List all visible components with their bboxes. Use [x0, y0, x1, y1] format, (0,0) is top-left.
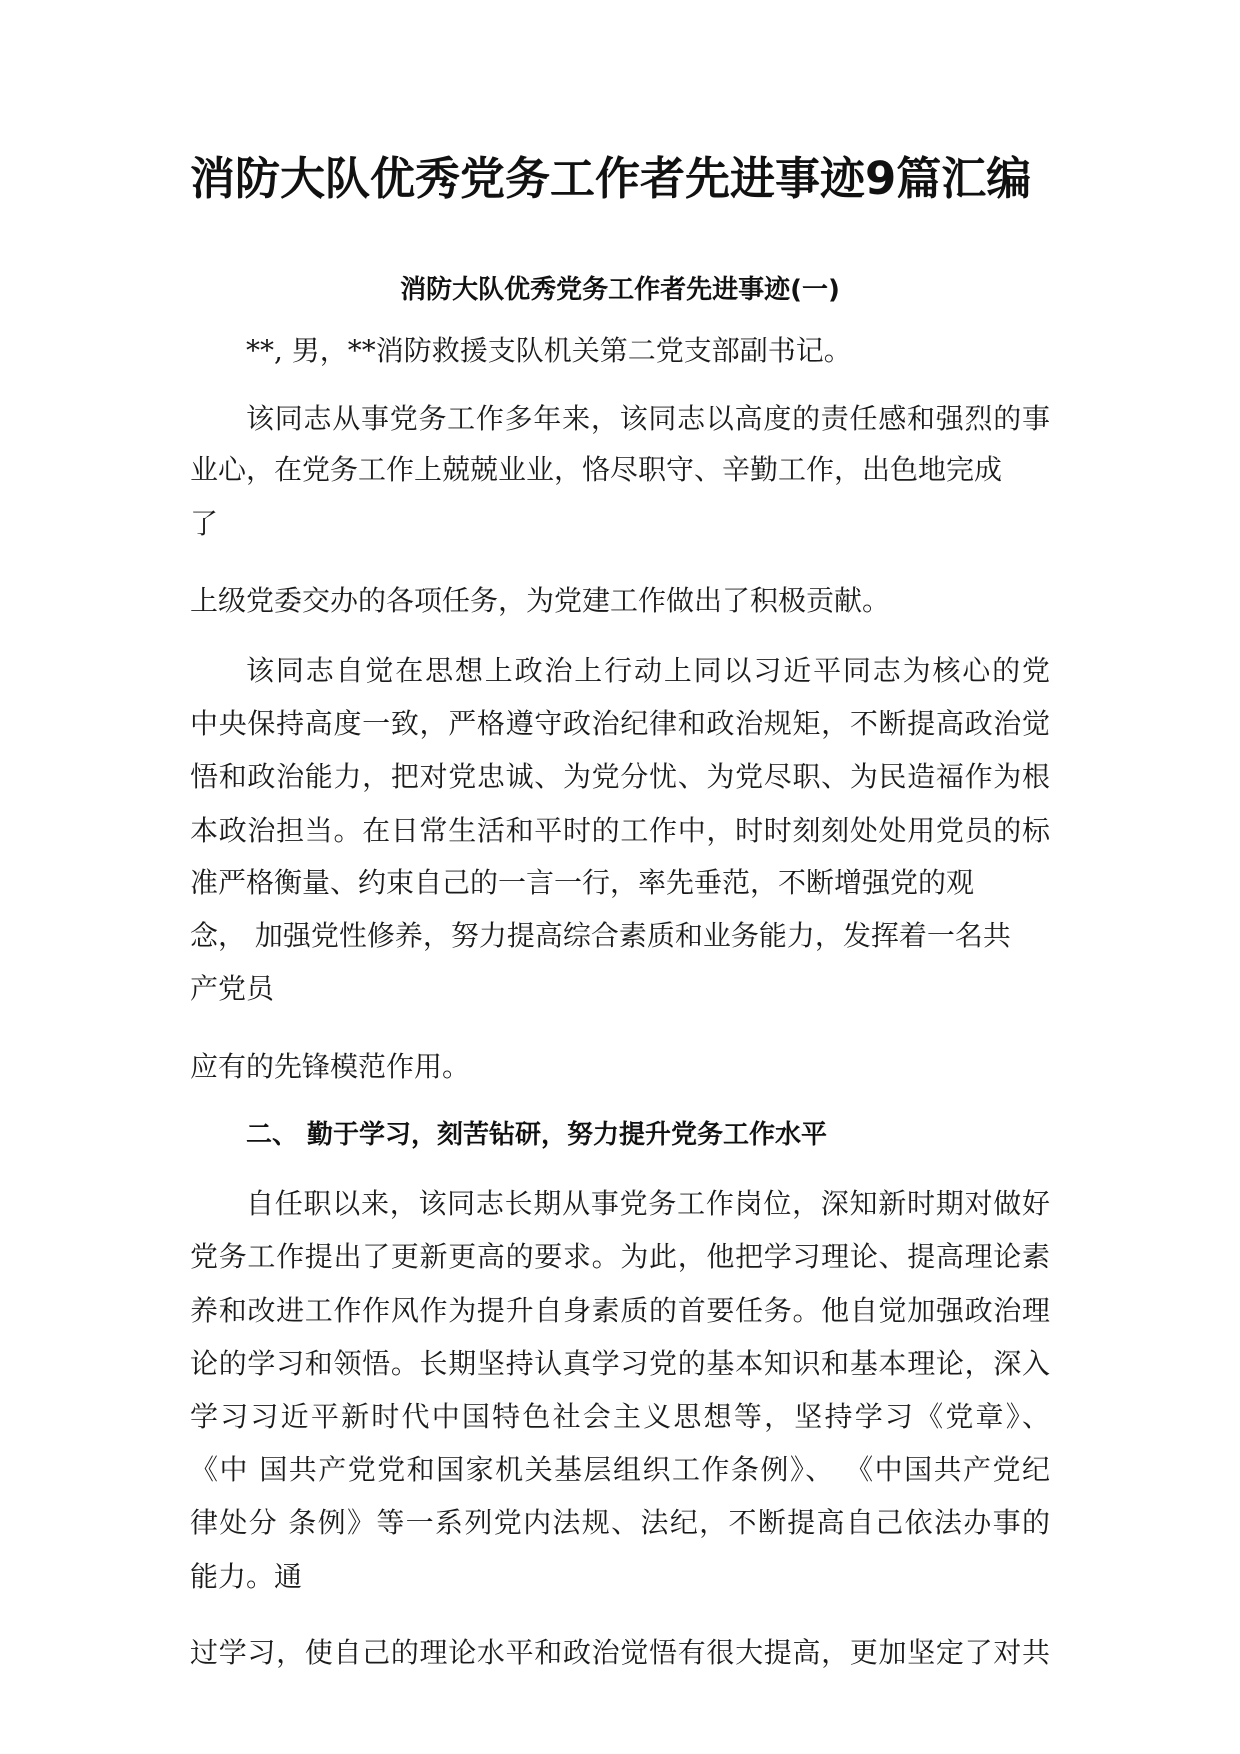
- paragraph-line: 准严格衡量、约束自己的一言一行，率先垂范，不断增强党的观: [190, 866, 975, 899]
- paragraph-line: 应有的先锋模范作用。: [190, 1050, 471, 1083]
- document-title: 消防大队优秀党务工作者先进事迹9篇汇编: [190, 152, 1032, 205]
- paragraph-line: 《中 国共产党党和国家机关基层组织工作条例》、 《中国共产党纪: [190, 1453, 1050, 1486]
- paragraph-line: 念， 加强党性修养，努力提高综合素质和业务能力，发挥着一名共: [190, 919, 1011, 952]
- paragraph-line: 悟和政治能力，把对党忠诚、为党分忧、为党尽职、为民造福作为根: [190, 760, 1050, 793]
- section-heading: 二、 勤于学习，刻苦钻研，努力提升党务工作水平: [246, 1120, 828, 1150]
- paragraph-line: **, 男，**消防救援支队机关第二党支部副书记。: [246, 334, 852, 367]
- paragraph-line: 论的学习和领悟。长期坚持认真学习党的基本知识和基本理论，深入: [190, 1347, 1050, 1380]
- paragraph-line: 过学习，使自己的理论水平和政治觉悟有很大提高，更加坚定了对共: [190, 1636, 1050, 1669]
- paragraph-line: 学习习近平新时代中国特色社会主义思想等，坚持学习《党章》、: [190, 1400, 1050, 1433]
- document-subtitle: 消防大队优秀党务工作者先进事迹(一): [400, 275, 840, 305]
- paragraph-line: 自任职以来，该同志长期从事党务工作岗位，深知新时期对做好: [246, 1187, 1050, 1220]
- paragraph-line: 本政治担当。在日常生活和平时的工作中，时时刻刻处处用党员的标: [190, 814, 1050, 847]
- paragraph-line: 上级党委交办的各项任务，为党建工作做出了积极贡献。: [190, 584, 891, 617]
- paragraph-line: 产党员: [190, 972, 275, 1005]
- paragraph-line: 了: [190, 507, 219, 540]
- paragraph-line: 该同志从事党务工作多年来，该同志以高度的责任感和强烈的事: [246, 402, 1050, 435]
- paragraph-line: 中央保持高度一致，严格遵守政治纪律和政治规矩，不断提高政治觉: [190, 707, 1050, 740]
- paragraph-line: 养和改进工作作风作为提升自身素质的首要任务。他自觉加强政治理: [190, 1294, 1050, 1327]
- paragraph-line: 党务工作提出了更新更高的要求。为此，他把学习理论、提高理论素: [190, 1240, 1050, 1273]
- paragraph-line: 业心，在党务工作上兢兢业业，恪尽职守、辛勤工作，出色地完成: [190, 453, 1003, 486]
- paragraph-line: 能力。通: [190, 1560, 303, 1593]
- paragraph-line: 该同志自觉在思想上政治上行动上同以习近平同志为核心的党: [246, 654, 1050, 687]
- paragraph-line: 律处分 条例》等一系列党内法规、法纪，不断提高自己依法办事的: [190, 1506, 1050, 1539]
